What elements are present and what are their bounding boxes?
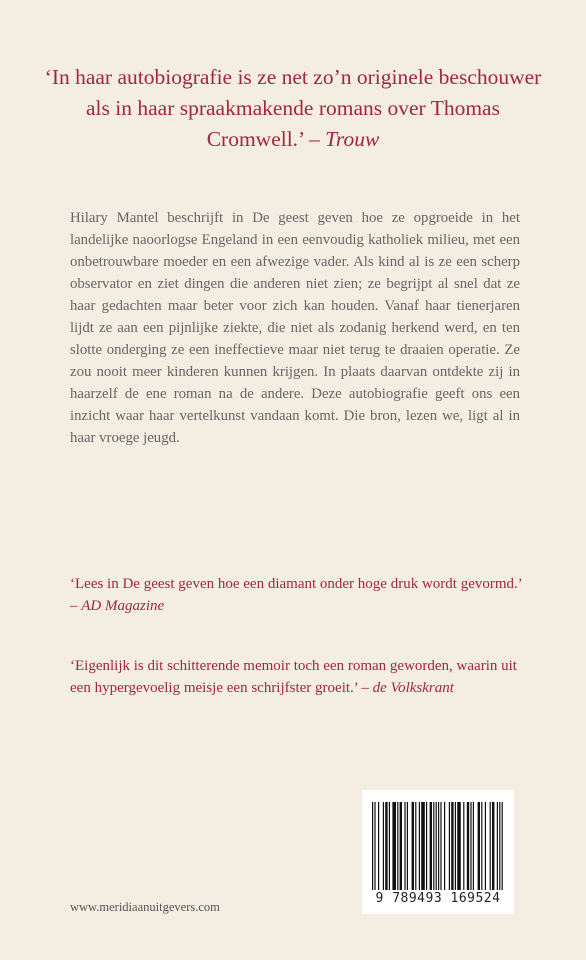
barcode-bars <box>372 802 504 890</box>
barcode-bar <box>421 802 425 890</box>
barcode-bar <box>392 802 396 890</box>
barcode-bar <box>426 802 427 890</box>
barcode-bar <box>444 802 445 890</box>
top-quote-source: Trouw <box>325 127 380 151</box>
barcode-bar <box>481 802 482 890</box>
review-quote-2 <box>70 655 530 699</box>
barcode-bar <box>404 802 405 890</box>
barcode-bar <box>385 802 387 890</box>
barcode-bar <box>457 802 461 890</box>
review-2-source: de Volkskrant <box>372 680 454 696</box>
barcode-bar <box>502 802 503 890</box>
publisher-website: www.meridiaanuitgevers.com <box>70 900 220 914</box>
barcode-bar <box>430 802 432 890</box>
barcode-bar <box>473 802 474 890</box>
barcode-bar <box>389 802 390 890</box>
barcode-bar <box>451 802 453 890</box>
barcode-bar <box>433 802 434 890</box>
barcode-bar <box>463 802 464 890</box>
barcode-bar <box>467 802 469 890</box>
barcode-bar <box>485 802 486 890</box>
top-quote <box>40 62 546 155</box>
barcode-bar <box>412 802 414 890</box>
barcode-bar <box>397 802 398 890</box>
barcode-bar <box>470 802 471 890</box>
review-1-text: ‘Lees in De geest geven hoe een diamant onder hoge druk wordt gevormd.’ – <box>70 576 522 614</box>
barcode-bar <box>492 802 494 890</box>
barcode-bar <box>449 802 450 890</box>
barcode-bar <box>383 802 384 890</box>
barcode-bar <box>490 802 491 890</box>
barcode-bar <box>419 802 420 890</box>
barcode-bar <box>374 802 375 890</box>
barcode-bar <box>438 802 439 890</box>
review-2-text: ‘Eigenlijk is dit schitterende memoir toch een roman geworden, waarin uit een hypergevoelig meisje een schrijfster groeit.’ – <box>70 658 517 696</box>
barcode-bar <box>499 802 500 890</box>
top-quote-text: ‘In haar autobiografie is ze net zo’n originele beschouwer als in haar spraakmakende romans over Thomas Cromwell.’ – <box>44 65 542 151</box>
barcode-bar <box>372 802 373 890</box>
barcode-bar <box>440 802 441 890</box>
barcode-bar <box>415 802 416 890</box>
barcode-bar <box>436 802 437 890</box>
review-quote-1 <box>70 573 530 617</box>
barcode-bar <box>455 802 456 890</box>
barcode-bar <box>378 802 379 890</box>
barcode-digits: 9 789493 169524 <box>375 891 501 906</box>
barcode-bar <box>497 802 498 890</box>
barcode-bar <box>478 802 480 890</box>
barcode-bar <box>407 802 408 890</box>
review-1-source: AD Magazine <box>81 598 165 614</box>
barcode-bar <box>400 802 402 890</box>
book-description: Hilary Mantel beschrijft in De geest geven hoe ze opgroeide in het landelijke naoorlogse Engeland in een eenvoudig katholiek milieu, met een onbetrouwbare moeder en een afwezige vader. Als kind al is ze een scherp observator en ziet dingen die anderen niet zien; ze begrijpt al snel dat ze haar gedachten maar beter voor zich kan houden. Vanaf haar tienerjaren lijdt ze aan een pijnlijke ziekte, die niet als zodanig herkend werd, en ten slotte onderging ze een ineffectieve maar niet terug te draaien operatie. Ze zou nooit meer kinderen kunnen krijgen. In plaats daarvan ontdekte zij in haarzelf de ene roman na de andere. Deze autobiografie geeft ons een inzicht waar haar vertelkunst vandaan komt. Die bron, lezen we, ligt al in haar vroege jeugd. <box>70 210 520 446</box>
barcode <box>362 790 514 914</box>
